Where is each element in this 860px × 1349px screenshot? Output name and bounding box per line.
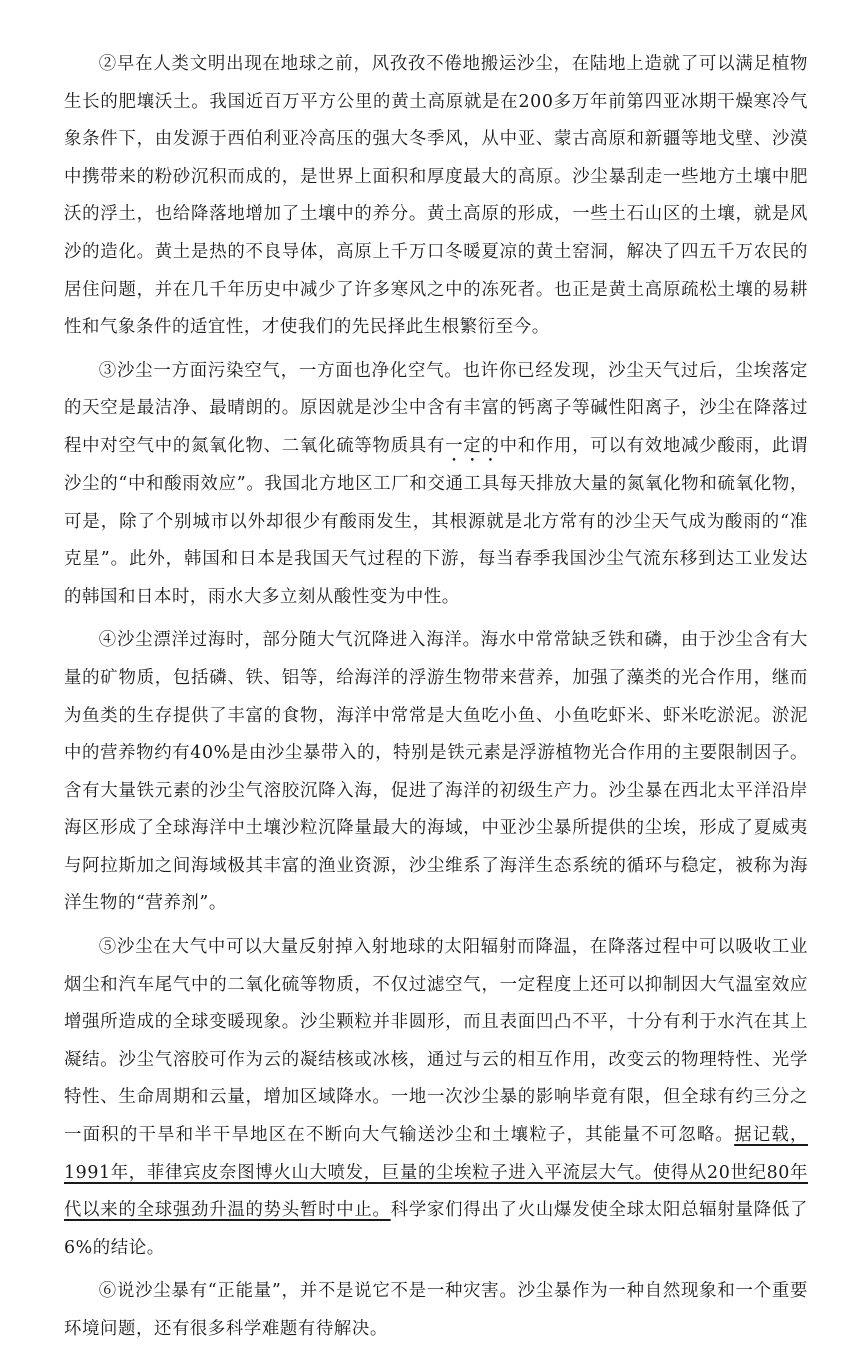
paragraph-4-text: ④沙尘漂洋过海时，部分随大气沉降进入海洋。海水中常常缺乏铁和磷，由于沙尘含有大量的矿物质，包括磷、铁、铝等，给海洋的浮游生物带来营养，加强了藻类的光合作用，继而为鱼类的生存提供了丰富的食物，海洋中常常是大鱼吃小鱼、小鱼吃虾米、虾米吃淤泥。淤泥中的营养物约有40%是由沙尘暴带入的，特别是铁元素是浮游植物光合作用的主要限制因子。含有大量铁元素的沙尘气溶胶沉降入海，促进了海洋的初级生产力。沙尘暴在西北太平洋沿岸海区形成了全球海洋中土壤沙粒沉降量最大的海域，中亚沙尘暴所提供的尘埃，形成了夏威夷与阿拉斯加之间海域极其丰富的渔业资源，沙尘维系了海洋生态系统的循环与稳定，被称为海洋生物的“营养剂”。 (64, 630, 808, 914)
paragraph-5 (64, 929, 808, 1267)
paragraph-5-text-a: ⑤沙尘在大气中可以大量反射掉入射地球的太阳辐射而降温，在降落过程中可以吸收工业烟尘和汽车尾气中的二氧化硫等物质，不仅过滤空气，一定程度上还可以抑制因大气温室效应增强所造成的全球变暖现象。沙尘颗粒并非圆形，而且表面凹凸不平，十分有利于水汽在其上凝结。沙尘气溶胶可作为云的凝结核或冰核，通过与云的相互作用，改变云的物理特性、光学特性、生命周期和云量，增加区域降水。一地一次沙尘暴的影响毕竟有限，但全球有约三分之一面积的干旱和半干旱地区在不断向大气输送沙尘和土壤粒子，其能量不可忽略。 (64, 937, 808, 1146)
paragraph-2-text: ②早在人类文明出现在地球之前，风孜孜不倦地搬运沙尘，在陆地上造就了可以满足植物生长的肥壤沃土。我国近百万平方公里的黄土高原就是在200多万年前第四亚冰期干燥寒冷气象条件下，由发源于西伯利亚冷高压的强大冬季风，从中亚、蒙古高原和新疆等地戈壁、沙漠中携带来的粉砂沉积而成的，是世界上面积和厚度最大的高原。沙尘暴刮走一些地方土壤中肥沃的浮土，也给降落地增加了土壤中的养分。黄土高原的形成，一些土石山区的土壤，就是风沙的造化。黄土是热的不良导体，高原上千万口冬暖夏凉的黄土窑洞，解决了四五千万农民的居住问题，并在几千年历史中减少了许多寒风之中的冻死者。也正是黄土高原疏松土壤的易耕性和气象条件的适宜性，才使我们的先民择此生根繁衍至今。 (64, 54, 808, 338)
paragraph-6 (64, 1273, 808, 1348)
paragraph-5-underlined: 据记载，1991年，菲律宾皮奈图博火山大喷发，巨量的尘埃粒子进入平流层大气。使得从20世纪80年代以来的全球强劲升温的势头暂时中止。 (64, 1125, 808, 1221)
paragraph-6-text: ⑥说沙尘暴有“正能量”，并不是说它不是一种灾害。沙尘暴作为一种自然现象和一个重要环境问题，还有很多科学难题有待解决。 (64, 1281, 808, 1339)
paragraph-5-text-b: 科学家们得出了火山爆发使全球太阳总辐射量降低了6%的结论。 (64, 1200, 808, 1258)
paragraph-3-text-a: ③沙尘一方面污染空气，一方面也净化空气。也许你已经发现，沙尘天气过后，尘埃落定的天空是最洁净、最晴朗的。原因就是沙尘中含有丰富的钙离子等碱性阳离子，沙尘在降落过程中对空气中的氮氧化物、二氧化硫等物质具有 (64, 360, 808, 456)
paragraph-2 (64, 46, 808, 347)
paragraph-3 (64, 353, 808, 617)
paragraph-4 (64, 622, 808, 923)
paragraph-3-text-b: 中和作用，可以有效地减少酸雨，此谓沙尘的“中和酸雨效应”。我国北方地区工厂和交通工具每天排放大量的氮氧化物和硫氧化物，可是，除了个别城市以外却很少有酸雨发生，其根源就是北方常有的沙尘天气成为酸雨的“准克星”。此外，韩国和日本是我国天气过程的下游，每当春季我国沙尘气流东移到达工业发达的韩国和日本时，雨水大多立刻从酸性变为中性。 (64, 435, 808, 607)
paragraph-3-emphasis: 一定的 (445, 435, 500, 456)
